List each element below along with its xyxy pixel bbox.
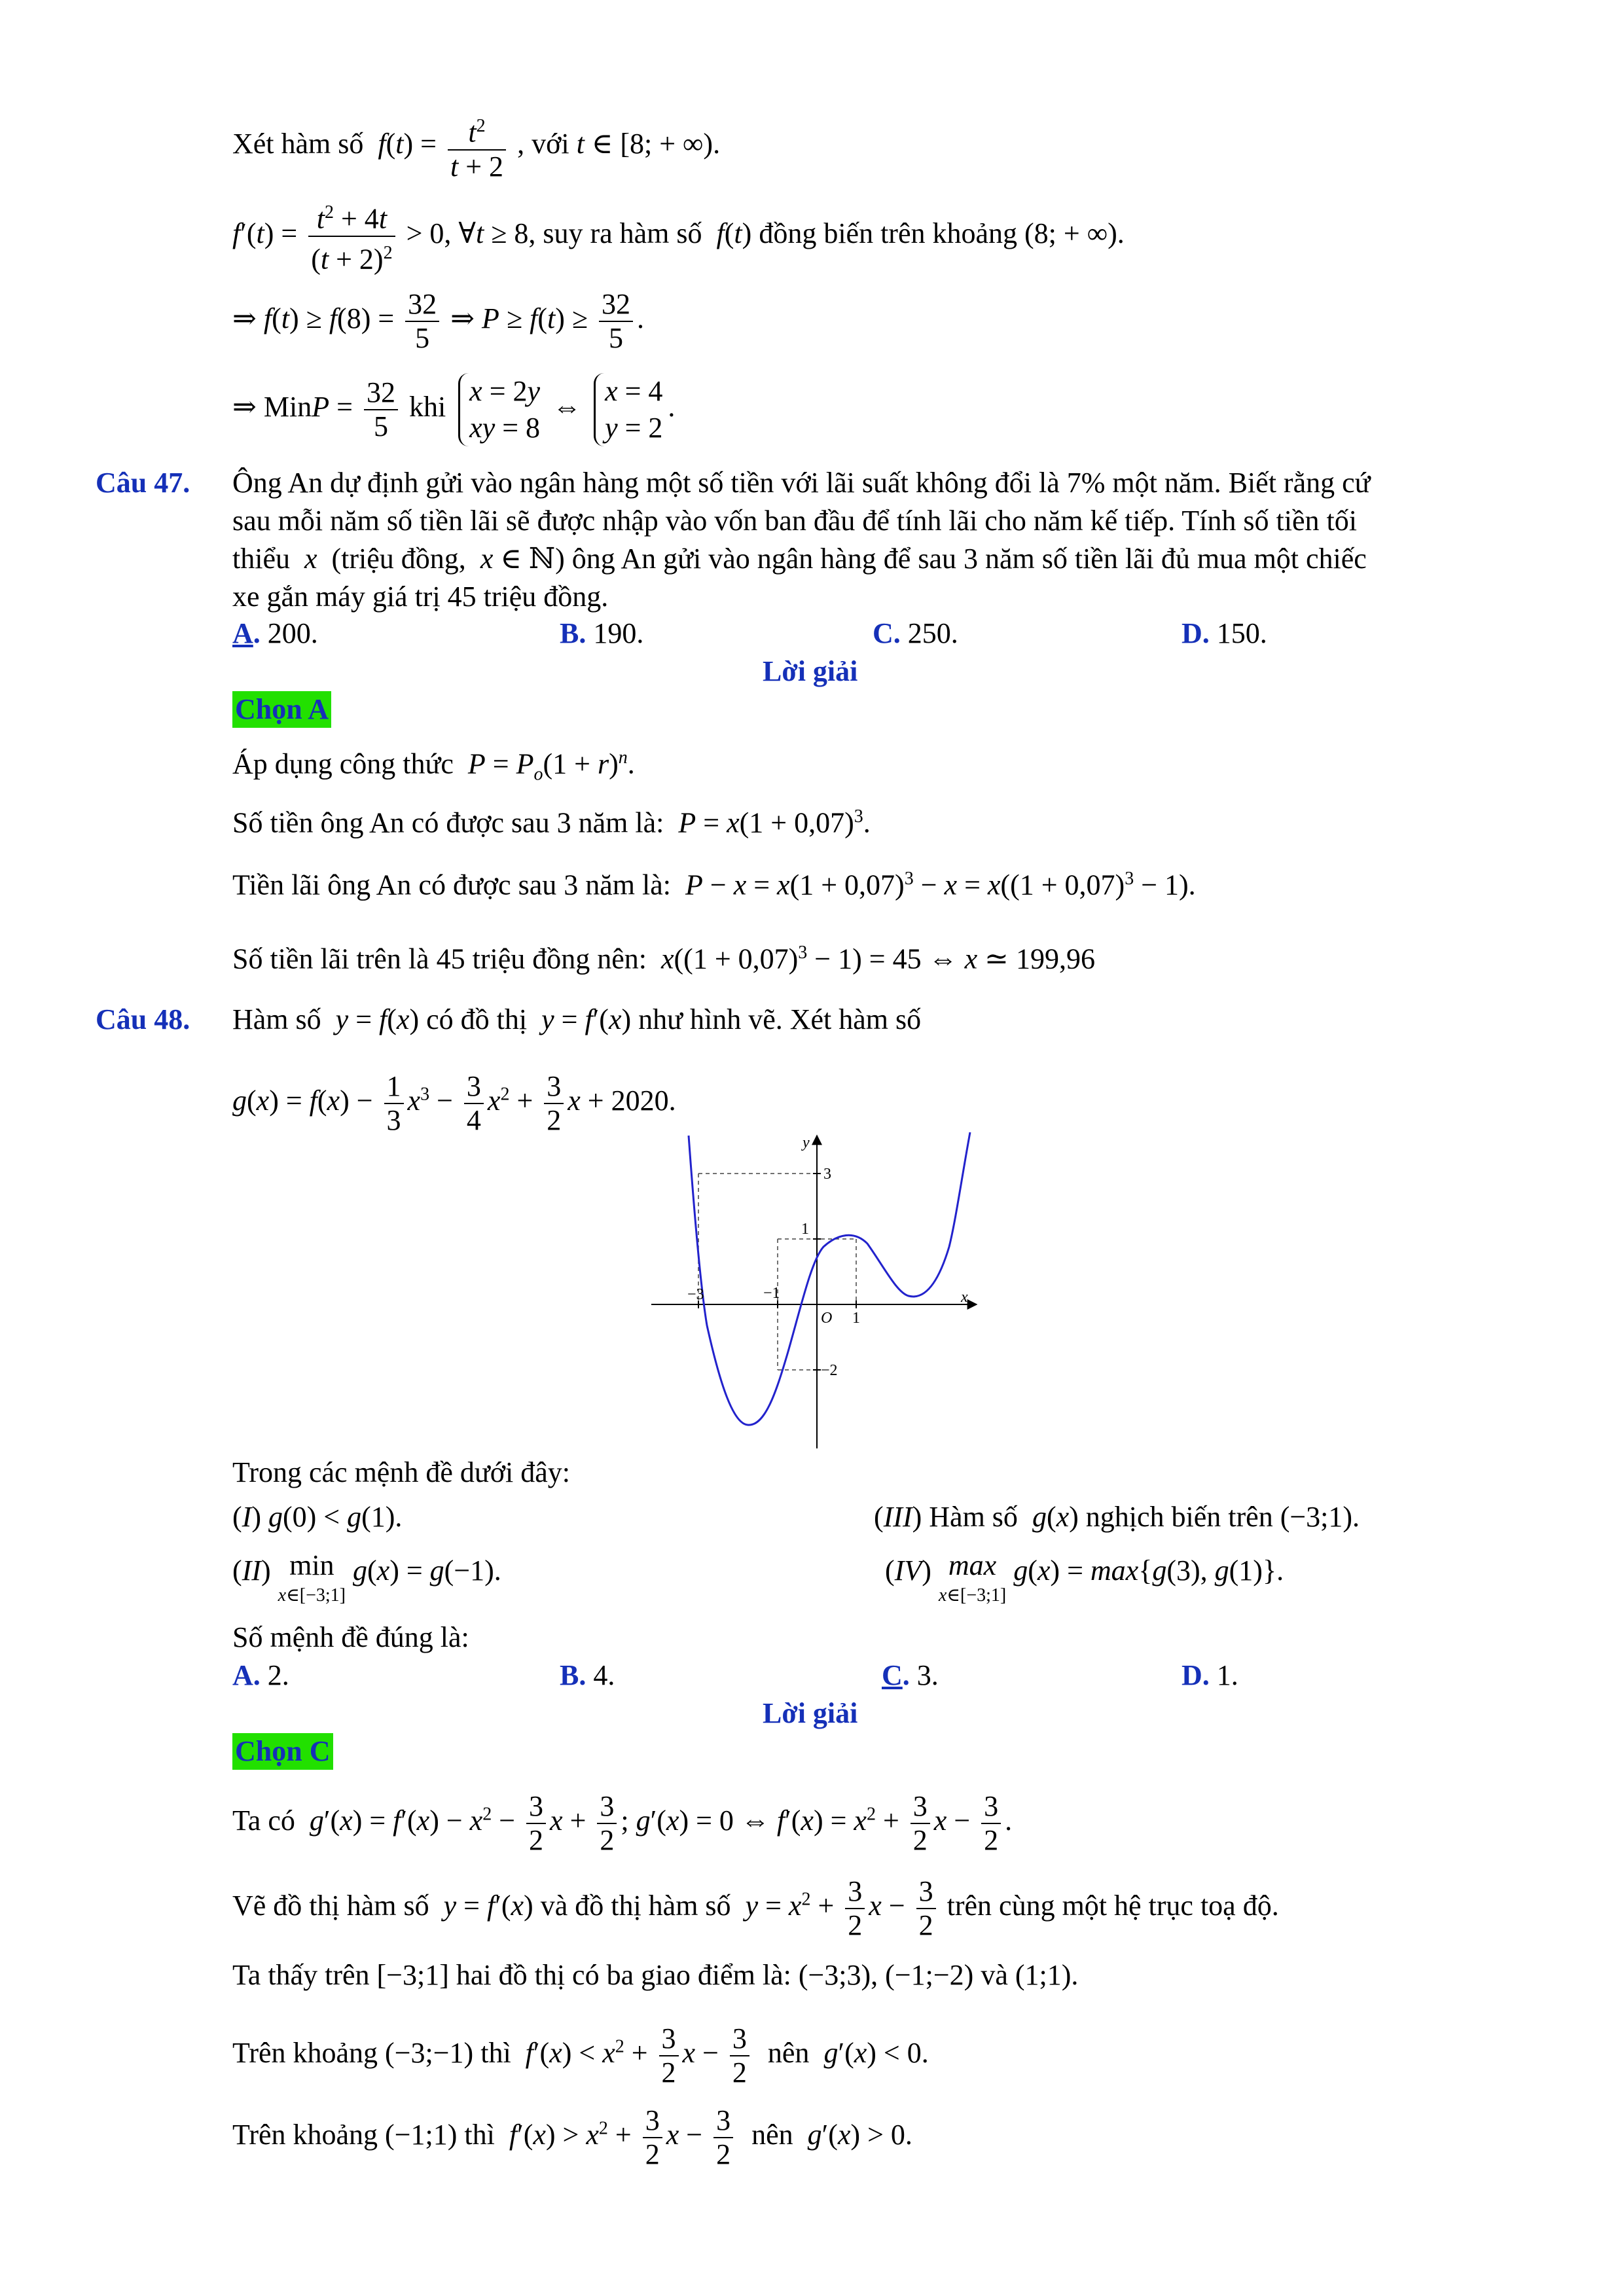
fraction: $\frac{3}{4}$ xyxy=(464,1070,484,1137)
q47-text-1: Ông An dự định gửi vào ngân hàng một số tiền với lãi suất không đổi là 7% một năm. Biết rằng cứ xyxy=(232,467,1371,499)
q48-solution-title: Lời giải xyxy=(763,1697,858,1729)
q48-sol-2: Vẽ đồ thị hàm số y = f′(x) và đồ thị hàm số $y = x^2$ + $\frac{3}{2}$ x − $\frac{3}{2}$ trên cùng một hệ trục toạ độ. xyxy=(232,1875,1279,1941)
fraction: $\frac{3}{2}$ xyxy=(526,1790,546,1857)
y-label: y xyxy=(803,1134,810,1151)
q47-option-d[interactable]: D. 150. xyxy=(1182,617,1267,649)
q47-option-a[interactable]: A. 200. xyxy=(232,617,318,649)
statement-1: (I) g(0) < g(1). xyxy=(232,1501,403,1533)
q48-sol-1: Ta có $g'(x) = f'(x) - x^2$ − $\frac{3}{2}$ x + $\frac{3}{2}$ ; g′(x) = 0 ⇔ $f'(x) = x^2$ + $\frac{3}{2}$ x − $\frac{3}{2}$ . xyxy=(232,1790,1013,1856)
y-tick-label: −2 xyxy=(821,1362,838,1379)
question-47-label: Câu 47. xyxy=(96,467,190,499)
q47-sol-2: Số tiền ông An có được sau 3 năm là: $P = x(1 + 0,07)^3$. xyxy=(232,806,871,839)
fraction: $\frac{3}{2}$ xyxy=(643,2104,662,2171)
fraction: $\frac{3}{2}$ xyxy=(916,1875,936,1942)
equation-system: x = 2y xy = 8 xyxy=(458,373,540,446)
statement-2: (II) min x∈[−3;1] g(x) = g(−1). xyxy=(232,1549,501,1605)
x-tick-label: 1 xyxy=(852,1310,860,1327)
fraction: $\frac{3}{2}$ xyxy=(845,1875,865,1942)
origin-label: O xyxy=(821,1310,833,1327)
fraction: $\frac{3}{2}$ xyxy=(713,2104,733,2171)
q47-sol-1: Áp dụng công thức $P = P_o(1 + r)^n$. xyxy=(232,747,635,785)
q47-sol-4: Số tiền lãi trên là 45 triệu đồng nên: $x((1 + 0,07)^3 - 1) = 45$ ⇔ x ≃ 199,96 xyxy=(232,942,1095,975)
y-tick-label: 1 xyxy=(801,1221,809,1238)
x-tick-label: −1 xyxy=(763,1285,780,1302)
q48-text-1: Hàm số y = f(x) có đồ thị y = f′(x) như hình vẽ. Xét hàm số xyxy=(232,1003,922,1035)
q47-option-b[interactable]: B. 190. xyxy=(560,617,644,649)
intro-line-3: ⇒ f(t) ≥ f(8) = $\frac{32}{5}$ ⇒ P ≥ f(t) ≥ $\frac{32}{5}$ . xyxy=(232,288,645,354)
q48-prompt: Trong các mệnh đề dưới đây: xyxy=(232,1456,570,1488)
fraction: $\frac{3}{2}$ xyxy=(544,1070,564,1137)
q48-sol-5: Trên khoảng (−1;1) thì $f'(x) > x^2$ + $\frac{3}{2}$ x − $\frac{3}{2}$ nên g′(x) > 0. xyxy=(232,2104,912,2170)
question-48-label: Câu 48. xyxy=(96,1003,190,1035)
statement-4: (IV) max x∈[−3;1] g(x) = max{g(3), g(1)}. xyxy=(885,1549,1284,1605)
x-tick-label: −3 xyxy=(687,1286,704,1303)
x-label: x xyxy=(961,1289,968,1306)
fraction: $\frac{32}{5}$ xyxy=(405,288,439,355)
fraction: $\frac{t^2 + 4t}{(t + 2)^2}$ xyxy=(308,196,395,276)
q48-function-g: g(x) = f(x) − $\frac{1}{3}$ $x^3$ − $\frac{3}{4}$ $x^2$ + $\frac{3}{2}$ x + 2020. xyxy=(232,1070,676,1136)
q47-solution-title: Lời giải xyxy=(763,655,858,687)
q48-sol-3: Ta thấy trên [−3;1] hai đồ thị có ba giao điểm là: (−3;3), (−1;−2) và (1;1). xyxy=(232,1959,1079,1991)
q48-count-question: Số mệnh đề đúng là: xyxy=(232,1621,469,1653)
q47-text-2: sau mỗi năm số tiền lãi sẽ được nhập vào vốn ban đầu để tính lãi cho năm kế tiếp. Tính số tiền tối xyxy=(232,505,1357,537)
intro-line-2: f′(t) = $\frac{t^2 + 4t}{(t + 2)^2}$ > 0, ∀t ≥ 8, suy ra hàm số f(t) đồng biến trên khoảng (8; + ∞). xyxy=(232,196,1125,276)
fraction: $\frac{3}{2}$ xyxy=(911,1790,930,1857)
statement-3: (III) Hàm số g(x) nghịch biến trên (−3;1). xyxy=(874,1501,1360,1533)
q48-option-a[interactable]: A. 2. xyxy=(232,1659,289,1691)
guide-lines xyxy=(698,1174,856,1370)
q47-chosen: Chọn A xyxy=(232,691,331,728)
derivative-graph xyxy=(648,1129,988,1456)
fraction: $\frac{1}{3}$ xyxy=(384,1070,404,1137)
q48-chosen: Chọn C xyxy=(232,1733,333,1770)
fraction: $\frac{32}{5}$ xyxy=(364,376,398,443)
intro-line-4: ⇒ MinP = $\frac{32}{5}$ khi x = 2y xy = 8 ⇔ x = 4 y = 2 . xyxy=(232,373,675,446)
q47-sol-3: Tiền lãi ông An có được sau 3 năm là: $P - x = x(1 + 0,07)^3 - x = x((1 + 0,07)^3 - 1)$. xyxy=(232,869,1196,901)
q48-option-c[interactable]: C. 3. xyxy=(882,1659,939,1691)
q48-option-d[interactable]: D. 1. xyxy=(1182,1659,1238,1691)
q47-text-4: xe gắn máy giá trị 45 triệu đồng. xyxy=(232,581,609,613)
y-tick-label: 3 xyxy=(823,1166,831,1183)
fraction: $\frac{3}{2}$ xyxy=(981,1790,1001,1857)
q47-text-3: thiểu x (triệu đồng, x ∈ ℕ) ông An gửi vào ngân hàng để sau 3 năm số tiền lãi đủ mua một chiếc xyxy=(232,543,1367,575)
fraction: $\frac{3}{2}$ xyxy=(597,1790,617,1857)
fraction: $\frac{t^2}{t + 2}$ xyxy=(448,110,506,183)
fraction: $\frac{3}{2}$ xyxy=(659,2022,679,2089)
q48-option-b[interactable]: B. 4. xyxy=(560,1659,615,1691)
fraction: $\frac{3}{2}$ xyxy=(730,2022,749,2089)
q48-sol-4: Trên khoảng (−3;−1) thì $f'(x) < x^2$ + $\frac{3}{2}$ x − $\frac{3}{2}$ nên g′(x) < 0. xyxy=(232,2022,929,2089)
equation-system: x = 4 y = 2 xyxy=(594,373,662,446)
fraction: $\frac{32}{5}$ xyxy=(599,288,633,355)
intro-line-1: Xét hàm số f(t) = $\frac{t^2}{t + 2}$ , với t ∈ [8; + ∞). xyxy=(232,110,720,183)
q47-option-c[interactable]: C. 250. xyxy=(873,617,958,649)
